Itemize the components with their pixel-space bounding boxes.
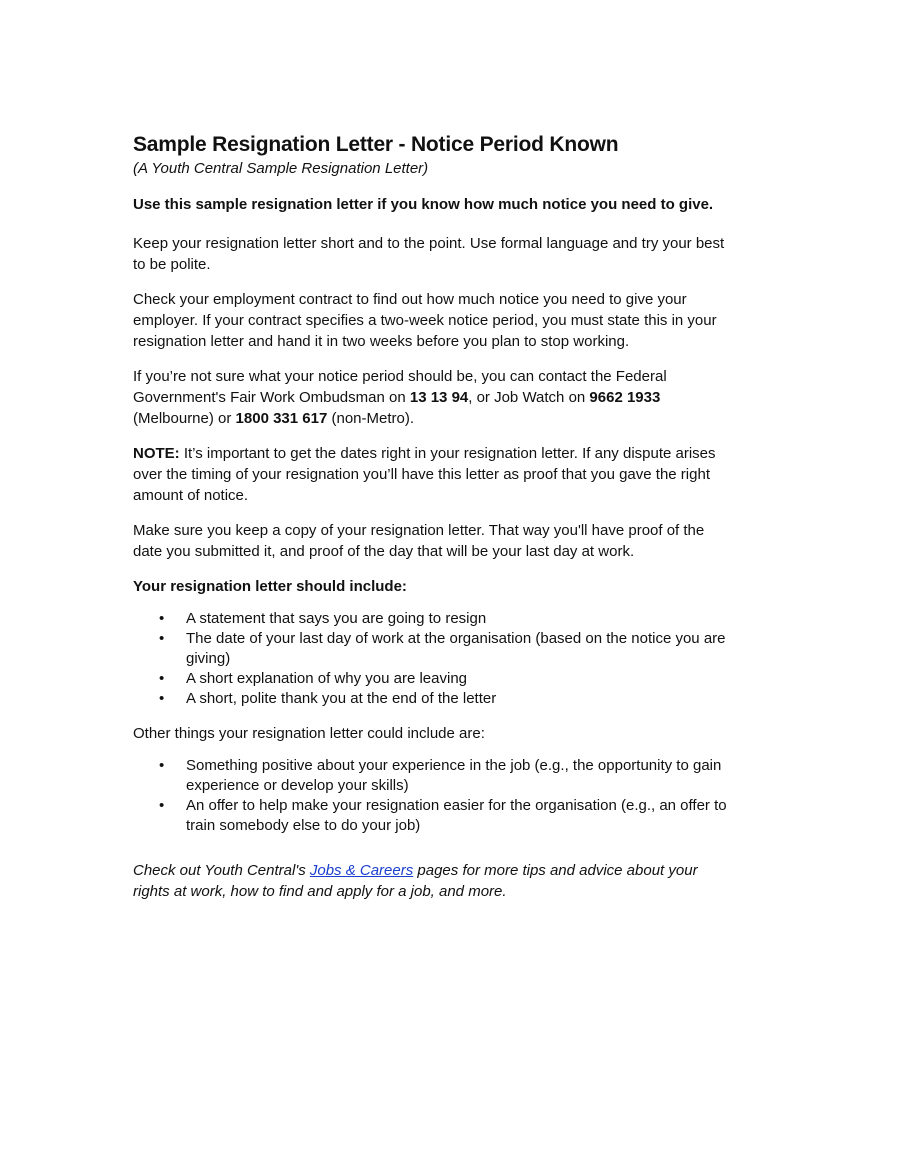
list-item-text: A short, polite thank you at the end of the letter xyxy=(186,690,497,707)
paragraph-keep-copy: Make sure you keep a copy of your resignation letter. That way you'll have proof of the date you submitted it, and proof of the day that will be your last day at work. xyxy=(133,522,705,560)
text-span: Check out Youth Central's xyxy=(133,862,310,879)
bullet-icon: • xyxy=(159,757,165,774)
note-text: It’s important to get the dates right in your resignation letter. If any dispute arises over the timing of your resignation you’ll have this letter as proof that you gave the right amount of notice. xyxy=(133,445,716,504)
page-title: Sample Resignation Letter - Notice Period Known xyxy=(133,133,619,156)
list-item-text: Something positive about your experience in the job (e.g., the opportunity to gain experience or develop your skills) xyxy=(186,757,722,794)
text-span: (Melbourne) or xyxy=(133,410,236,427)
list-item-text: An offer to help make your resignation easier for the organisation (e.g., an offer to train somebody else to do your job) xyxy=(186,797,727,834)
paragraph-notice-contacts xyxy=(133,366,733,429)
could-include-list xyxy=(133,756,733,836)
list-item xyxy=(133,629,733,669)
include-heading: Your resignation letter should include: xyxy=(133,578,407,595)
note-label: NOTE: xyxy=(133,445,180,462)
could-include-heading: Other things your resignation letter could include are: xyxy=(133,725,485,742)
bullet-icon: • xyxy=(159,610,165,627)
list-item xyxy=(133,756,733,796)
include-list xyxy=(133,609,733,709)
list-item xyxy=(133,796,733,836)
subtitle: (A Youth Central Sample Resignation Letter) xyxy=(133,160,429,177)
closing-paragraph xyxy=(133,860,733,902)
bullet-icon: • xyxy=(159,690,165,707)
list-item-text: The date of your last day of work at the organisation (based on the notice you are giving) xyxy=(186,630,726,667)
text-span: If you’re not sure what your notice period should be, you can contact the Federal Government's Fair Work Ombudsman on xyxy=(133,368,667,406)
list-item xyxy=(133,609,733,629)
bullet-icon: • xyxy=(159,670,165,687)
list-item-text: A short explanation of why you are leaving xyxy=(186,670,468,687)
lead-paragraph: Use this sample resignation letter if you know how much notice you need to give. xyxy=(133,196,714,213)
phone-non-metro: 1800 331 617 xyxy=(235,410,328,427)
jobs-careers-link[interactable]: Jobs & Careers xyxy=(309,862,414,879)
paragraph-note xyxy=(133,443,733,506)
paragraph-check-contract: Check your employment contract to find out how much notice you need to give your employer. If your contract specifies a two-week notice period, you must state this in your resignation letter and hand it in two weeks before you plan to stop working. xyxy=(133,291,717,350)
list-item xyxy=(133,669,733,689)
list-item-text: A statement that says you are going to resign xyxy=(186,610,487,627)
text-span: pages for more tips and advice about your rights at work, how to find and apply for a job, and more. xyxy=(133,862,698,900)
list-item xyxy=(133,689,733,709)
text-span: , or Job Watch on xyxy=(468,389,590,406)
text-span: (non-Metro). xyxy=(327,410,415,427)
bullet-icon: • xyxy=(159,630,165,647)
bullet-icon: • xyxy=(159,797,165,814)
paragraph-keep-short: Keep your resignation letter short and to the point. Use formal language and try your best to be polite. xyxy=(133,235,725,273)
phone-job-watch: 9662 1933 xyxy=(589,389,661,406)
document-page xyxy=(133,131,733,902)
phone-fair-work: 13 13 94 xyxy=(409,389,469,406)
